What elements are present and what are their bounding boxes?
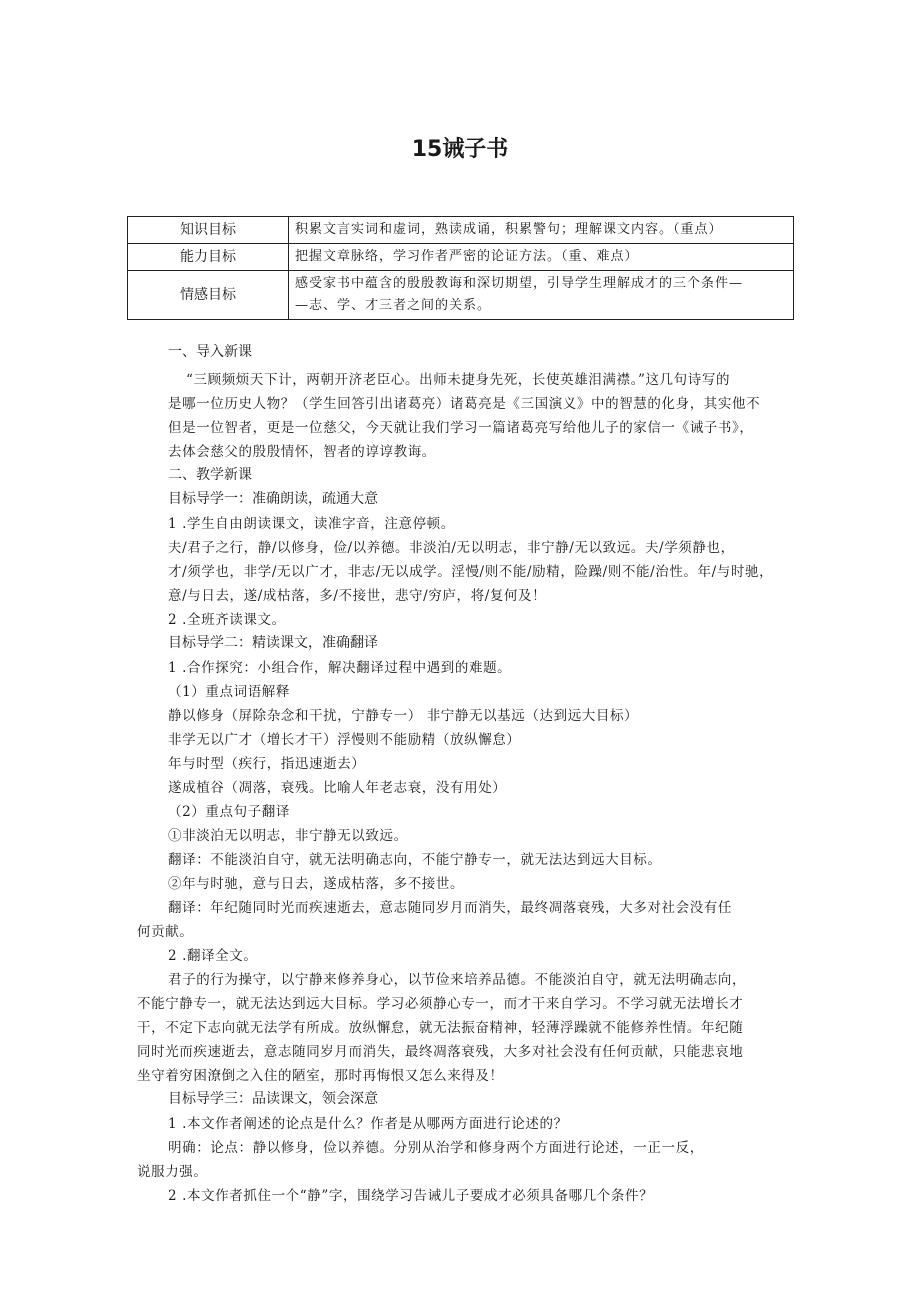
text-line: 1 .合作探究：小组合作，解决翻译过程中遇到的难题。: [168, 660, 512, 676]
table-row: [128, 244, 794, 271]
text-line: 翻译：年纪随同时光而疾速逝去，意志随同岁月而消失，最终凋落衰残，大多对社会没有任: [168, 900, 732, 916]
text-line: 不能宁静专一，就无法达到远大目标。学习必须静心专一，而才干来自学习。不学习就无法增长才: [137, 996, 744, 1012]
text-line: 君子的行为操守，以宁静来修养身心，以节俭来培养品德。不能淡泊自守，就无法明确志向，: [168, 972, 747, 988]
text-line: 去体会慈父的殷殷情怀，智者的谆谆教诲。: [168, 444, 436, 460]
objective-text-line: —志、学、才三者之间的关系。: [295, 298, 492, 313]
text-line: 意/与日去，遂/成枯落，多/不接世，悲守/穷庐，将/复何及！: [168, 588, 547, 604]
objective-label: 能力目标: [128, 244, 289, 271]
text-line: 何贡献。: [137, 924, 194, 940]
section-heading: 目标导学一：准确朗读，疏通大意: [168, 491, 378, 507]
objective-text: 把握文章脉络，学习作者严密的论证方法。（重、难点）: [289, 244, 794, 271]
objective-text: [289, 271, 794, 320]
text-line: 1 .本文作者阐述的论点是什么？作者是从哪两方面进行论述的？: [168, 1116, 568, 1132]
text-line: 是哪一位历史人物？（学生回答引出诸葛亮）诸葛亮是《三国演义》中的智慧的化身，其实他不: [168, 396, 761, 412]
text-line: 2 .本文作者抓住一个“静”字，围绕学习告诫儿子要成才必须具备哪几个条件？: [168, 1188, 654, 1204]
text-line: 年与时型（疾行，指迅速逝去）: [168, 756, 366, 772]
table-row: [128, 217, 794, 244]
text-line: （2）重点句子翻译: [168, 804, 290, 820]
section-heading: 一、导入新课: [168, 344, 252, 360]
text-line: ②年与时驰，意与日去，遂成枯落，多不接世。: [168, 876, 465, 892]
section-heading: 目标导学三：品读课文，领会深意: [168, 1091, 378, 1107]
text-line: 说服力强。: [137, 1164, 208, 1180]
section-heading: 二、教学新课: [168, 467, 252, 483]
text-line: 夫/君子之行，静/以修身，俭/以养德。非淡泊/无以明志，非宁静/无以致远。夫/学须静也，: [168, 540, 735, 556]
page-title: 15诫子书: [411, 137, 509, 162]
text-line: 遂成植谷（凋落，衰残。比喻人年老志衰，没有用处）: [168, 780, 507, 796]
text-line: 明确：论点：静以修身，俭以养德。分别从治学和修身两个方面进行论述，一正一反，: [168, 1140, 704, 1156]
text-line: 静以修身（屏除杂念和干扰，宁静专一） 非宁静无以基远（达到远大目标）: [168, 708, 639, 724]
objectives-table: [127, 216, 794, 320]
objective-label: 情感目标: [128, 271, 289, 320]
objective-text: 积累文言实词和虚词，熟读成诵，积累警句；理解课文内容。（重点）: [289, 217, 794, 244]
text-line: 同时光而疾速逝去，意志随同岁月而消失，最终凋落衰残，大多对社会没有任何贡献，只能悲哀地: [137, 1044, 744, 1060]
text-line: （1）重点词语解释: [168, 684, 290, 700]
objective-label: 知识目标: [128, 217, 289, 244]
section-heading: 目标导学二：精读课文，准确翻译: [168, 635, 378, 651]
text-line: ①非淡泊无以明志，非宁静无以致远。: [168, 828, 408, 844]
text-line: 2 .全班齐读课文。: [168, 612, 286, 628]
text-line: 2 .翻译全文。: [168, 948, 258, 964]
objective-text-line: 感受家书中蕴含的殷殷教诲和深切期望，引导学生理解成才的三个条件—: [295, 276, 744, 291]
table-row: [128, 271, 794, 320]
text-line: 翻译：不能淡泊自守，就无法明确志向，不能宁静专一，就无法达到远大目标。: [168, 852, 662, 868]
text-line: 坐守着穷困潦倒之入住的陋室，那时再悔恨又怎么来得及！: [137, 1068, 504, 1084]
text-line: “三顾频烦天下计，两朝开济老臣心。出师未捷身先死，长使英雄泪满襟。”这几句诗写的: [186, 372, 731, 388]
text-line: 干，不定下志向就无法学有所成。放纵懈怠，就无法振奋精神，轻薄浮躁就不能修养性情。年纪随: [137, 1020, 744, 1036]
text-line: 但是一位智者，更是一位慈父，今天就让我们学习一篇诸葛亮写给他儿子的家信一《诫子书》，: [168, 420, 754, 436]
text-line: 非学无以广才（增长才干）浮慢则不能励精（放纵懈怠）: [168, 732, 521, 748]
text-line: 才/须学也，非学/无以广才，非志/无以成学。淫慢/则不能/励精，险躁/则不能/治性。年/与时驰，: [168, 564, 774, 580]
text-line: 1 .学生自由朗读课文，读准字音，注意停顿。: [168, 516, 455, 532]
